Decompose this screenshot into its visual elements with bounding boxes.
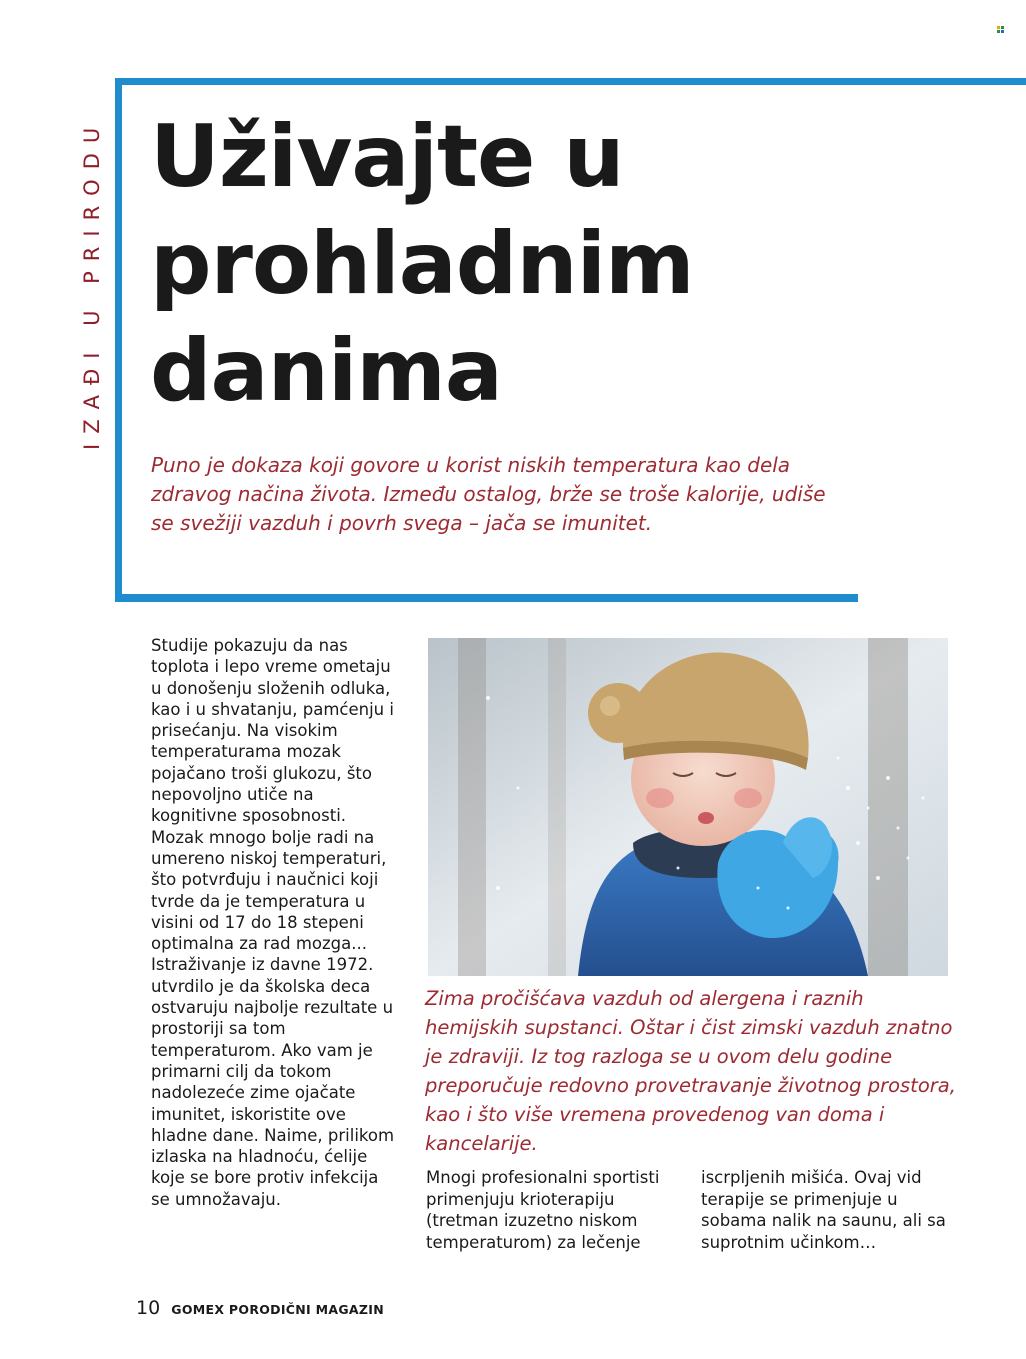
section-label: IZAĐI U PRIRODU: [80, 117, 104, 450]
frame-left-bar: [115, 78, 122, 602]
frame-top-bar: [115, 78, 1026, 85]
photo-caption: Zima pročišćava vazduh od alergena i raznih hemijskih supstanci. Oštar i čist zimski vazduh znatno je zdraviji. Iz tog razloga se u ovom delu godine preporučuje redovno provetravanje životnog prostora, kao i što više vremena provedenog van doma i kancelarije.: [425, 987, 956, 1155]
magazine-name: GOMEX PORODIČNI MAGAZIN: [171, 1302, 384, 1317]
lead-paragraph: Puno je dokaza koji govore u korist niskih temperatura kao dela zdravog načina života. Između ostalog, brže se troše kalorije, udiše se svežiji vazduh i povrh svega – jača se imunitet.: [151, 453, 826, 535]
title-line-2: prohladnim: [150, 214, 694, 314]
page-number: 10: [136, 1297, 161, 1319]
corner-mark-icon: [997, 26, 1004, 33]
body-column-middle: Mnogi profesionalni sportisti primenjuju krioterapiju (tretman izuzetno niskom temperaturom) za lečenje: [426, 1168, 660, 1252]
title-line-1: Uživajte u: [150, 107, 624, 207]
body-column-right: iscrpljenih mišića. Ovaj vid terapije se primenjuje u sobama nalik na saunu, ali sa suprotnim učinkom…: [701, 1168, 946, 1252]
page-footer: [136, 1297, 384, 1319]
body-column-left: Studije pokazuju da nas toplota i lepo vreme ometaju u donošenju složenih odluka, kao i u shvatanju, pamćenju i prisećanju. Na visokim temperaturama mozak pojačano troši glukozu, što nepovoljno utiče na kognitivne sposobnosti. Mozak mnogo bolje radi na umereno niskoj temperaturi, što potvrđuju i naučnici koji tvrde da je temperatura u visini od 17 do 18 stepeni optimalna za rad mozga... Istraživanje iz davne 1972. utvrdilo je da školska deca ostvaruju najbolje rezultate u prostoriji sa tom temperaturom. Ako vam je primarni cilj da tokom nadolezeće zime ojačate imunitet, iskoristite ove hladne dane. Naime, prilikom izlaska na hladnoću, ćelije koje se bore protiv infekcija se umnožavaju.: [151, 636, 395, 1209]
child-in-snow-photo: [428, 638, 948, 976]
title-line-3: danima: [150, 321, 502, 421]
frame-bottom-bar: [115, 594, 858, 602]
article-title: [150, 104, 910, 425]
